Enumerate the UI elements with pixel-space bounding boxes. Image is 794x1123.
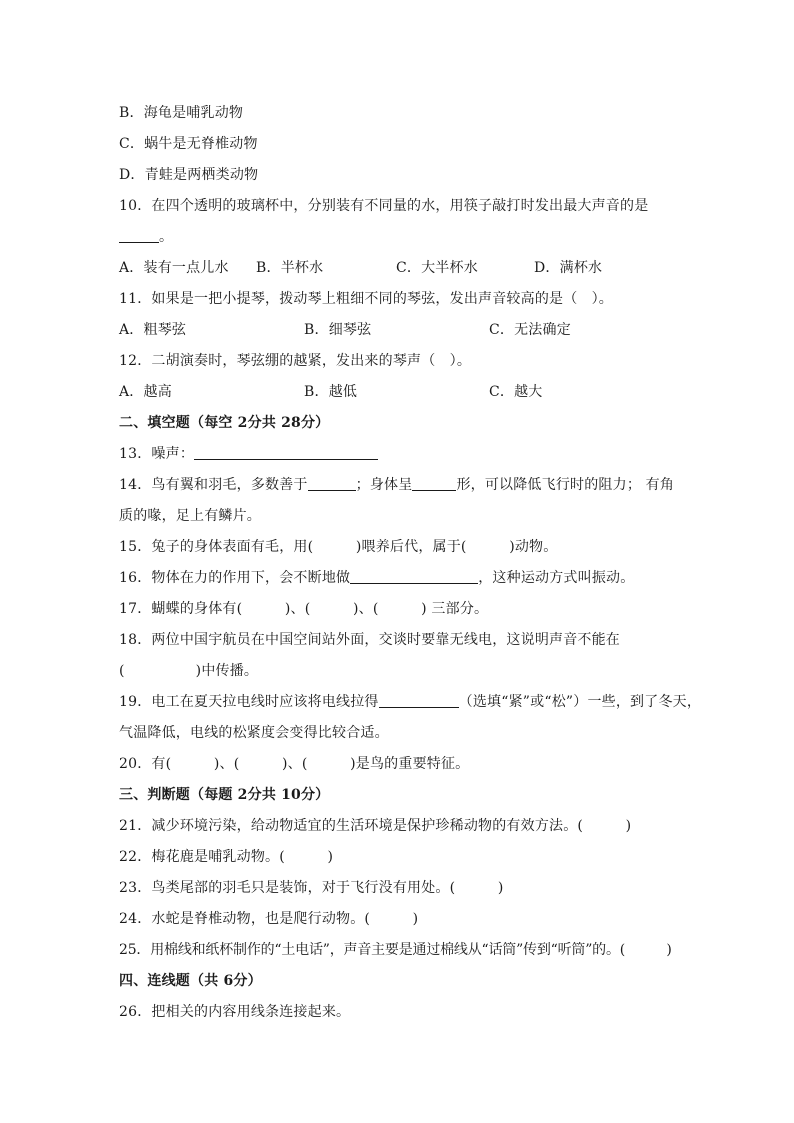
question-16-part-1: 16．物体在力的作用下，会不断地做 [119,570,351,586]
option-9-b: B．海龟是哺乳动物 [119,105,244,121]
option-11-b: B．细琴弦 [304,322,372,338]
question-18-line-2: ( )中传播。 [119,663,259,679]
question-20: 20．有( )、( )、( )是鸟的重要特征。 [119,756,470,772]
question-23: 23．鸟类尾部的羽毛只是装饰，对于飞行没有用处。( ) [119,880,504,896]
question-10-blank-line [119,224,679,255]
option-9-c: C．蜗牛是无脊椎动物 [119,136,258,152]
question-10-end: 。 [159,229,174,245]
question-19-part-1: 19．电工在夏天拉电线时应该将电线拉得 [119,694,379,710]
question-14-line-2: 质的喙，足上有鳞片。 [119,508,261,524]
question-12-options [119,379,679,410]
option-12-a: A．越高 [119,384,172,400]
question-14-part-1: 14．鸟有翼和羽毛，多数善于 [119,477,308,493]
question-16-part-2: ，这种运动方式叫振动。 [478,570,635,586]
question-19-line-2: 气温降低，电线的松紧度会变得比较合适。 [119,725,389,741]
question-15: 15．兔子的身体表面有毛，用( )喂养后代，属于( )动物。 [119,539,558,555]
answer-blank [350,567,478,584]
option-9-d: D．青蛙是两栖类动物 [119,167,259,183]
question-16 [119,565,679,596]
option-12-b: B．越低 [304,384,358,400]
question-13-text: 13．噪声： [119,446,195,462]
question-25: 25．用棉线和纸杯制作的“土电话”，声音主要是通过棉线从“话筒”传到“听筒”的。( ) [119,942,672,958]
question-17: 17．蝴蝶的身体有( )、( )、( ) 三部分。 [119,601,489,617]
option-10-b: B．半杯水 [256,260,324,276]
question-19-part-2: （选填“紧”或“松”）一些，到了冬天， [458,694,702,710]
answer-blank [412,474,456,491]
question-13 [119,441,679,472]
section-2-heading: 二、填空题（每空 2分共 28分） [119,415,330,431]
option-10-c: C．大半杯水 [396,260,478,276]
option-10-d: D．满杯水 [534,260,603,276]
question-10-options [119,255,679,286]
question-14 [119,472,679,503]
exam-page [119,100,702,1030]
question-22: 22．梅花鹿是哺乳动物。( ) [119,849,334,865]
option-10-a: A．装有一点儿水 [119,260,229,276]
section-4-heading: 四、连线题（共 6分） [119,973,262,989]
question-10: 10．在四个透明的玻璃杯中，分别装有不同量的水，用筷子敲打时发出最大声音的是 [119,198,649,214]
question-11-options [119,317,679,348]
answer-blank [308,474,356,491]
question-14-part-2: ；身体呈 [355,477,413,493]
question-12: 12．二胡演奏时，琴弦绷的越紧，发出来的琴声（ ）。 [119,353,472,369]
option-11-c: C．无法确定 [489,322,571,338]
question-18: 18．两位中国宇航员在中国空间站外面，交谈时要靠无线电，这说明声音不能在 [119,632,621,648]
answer-blank [194,443,378,460]
option-11-a: A．粗琴弦 [119,322,187,338]
section-3-heading: 三、判断题（每题 2分共 10分） [119,787,330,803]
option-12-c: C．越大 [489,384,543,400]
question-11: 11．如果是一把小提琴，拨动琴上粗细不同的琴弦，发出声音较高的是（ ）。 [119,291,614,307]
question-21: 21．减少环境污染，给动物适宜的生活环境是保护珍稀动物的有效方法。( ) [119,818,632,834]
answer-blank [379,691,459,708]
question-14-part-3: 形，可以降低飞行时的阻力； 有角 [456,477,675,493]
answer-blank [119,226,159,243]
question-24: 24．水蛇是脊椎动物，也是爬行动物。( ) [119,911,419,927]
question-26: 26．把相关的内容用线条连接起来。 [119,1004,351,1020]
question-19 [119,689,702,720]
